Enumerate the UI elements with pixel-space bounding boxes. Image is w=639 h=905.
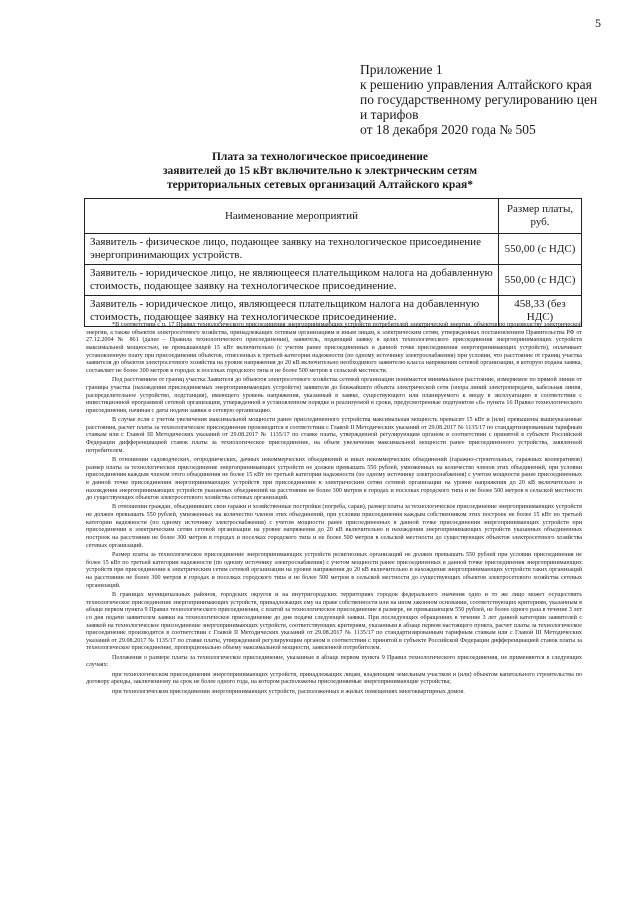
- table-row: [85, 265, 582, 296]
- footnote-paragraph: при технологическом присоединении энергопринимающих устройств, расположенных в жилых помещениях многоквартирных домов.: [112, 688, 465, 695]
- footnote-paragraph: Положения о размере платы за технологическое присоединение, указанные в абзаце первом пункта 9 Правил технологического присоединения, не применяются в следующих случаях:: [86, 654, 582, 669]
- appendix-line: по государственному регулированию цен: [360, 92, 598, 107]
- footnote-paragraph: Размер платы за технологическое присоединение энергопринимающих устройств религиозных организаций не должен превышать 550 рублей при условии присоединения не более 15 кВт по третьей категории надежности (по одному источнику электроснабжения) с учетом мощности ранее присоединенных в данной точке присоединения энергопринимающих устройств при присоединении к электрическим сетям сетевой организации на уровне напряжения до 20 кВ включительно и нахождения энергопринимающих устройств таких организаций на расстоянии не более 300 метров в городах и поселках городского типа и не более 500 метров в сельской местности до существующих объектов электросетевого хозяйства сетевых организаций.: [86, 552, 582, 589]
- appendix-line: от 18 декабря 2020 года № 505: [360, 122, 536, 137]
- page-number: 5: [595, 16, 601, 30]
- row-price: 550,00 (с НДС): [499, 265, 582, 296]
- footnote-paragraph: В отношении садоводческих, огороднических, дачных некоммерческих объединений и иных некоммерческих объединений (гаражно-строительных, гаражных кооперативов) размер платы за технологическое присоединение энергопринимающих устройств не должен превышать 550 рублей, умноженных на количество членов этих объединений, при условии присоединения каждым членом этого объединения не более 15 кВт по третьей категории надежности (по одному источнику электроснабжения) с учетом мощности ранее присоединенных в данной точке присоединения энергопринимающих устройств при присоединении к электрическим сетям сетевой организации на уровне напряжения до 20 кВ включительно и нахождения энергопринимающих устройств указанных объединений на расстоянии не более 300 метров в городах и поселках городского типа и не более 500 метров в сельской местности до существующих объектов электросетевого хозяйства сетевых организаций.: [86, 456, 582, 502]
- footnote-paragraph: при технологическом присоединении энергопринимающих устройств, принадлежащих лицам, владеющим земельным участком и (или) объектом капитального строительства по договору аренды, заключенному на срок не более одного года, на котором расположены присоединяемые энергопринимающие устройства;: [86, 671, 582, 686]
- table-header-row: [85, 199, 582, 234]
- document-title: [140, 150, 500, 192]
- title-line: территориальных сетевых организаций Алтайского края*: [166, 179, 474, 191]
- appendix-line: Приложение 1: [360, 62, 443, 77]
- footnote-paragraph: В отношении граждан, объединивших свои гаражи и хозяйственные постройки (погреба, сараи), размер платы за технологическое присоединение энергопринимающих устройств не должен превышать 550 рублей, умноженных на количество членов этих объединений, при условии присоединения каждым собственником этих построек не более 15 кВт по третьей категории надежности (по одному источнику электроснабжения) с учетом мощности ранее присоединенных в данной точке присоединения энергопринимающих устройств при присоединении к электрическим сетям сетевой организации на уровне напряжения до 20 кВ включительно и нахождения энергопринимающих устройств указанных объединенных построек на расстоянии не более 300 метров в городах и поселках городского типа и не более 500 метров в сельской местности до существующих объектов электросетевого хозяйства сетевых организаций.: [86, 504, 582, 549]
- row-price: 550,00 (с НДС): [499, 234, 582, 265]
- footnote-paragraph: *В соответствии с п. 17 Правил технологического присоединения энергопринимающих устройств потребителей электрической энергии, объектов по производству электрической энергии, а также объектов электросетевого хозяйства, принадлежащих сетевым организациям и иным лицам, к электрическим сетям, утвержденных постановлением Правительства РФ от 27.12.2004 № 861 (далее – Правила технологического присоединения), заявитель, подающий заявку в целях технологического присоединения энергопринимающих устройств максимальной мощностью, не превышающей 15 кВт включительно (с учетом ранее присоединенных в данной точке присоединения энергопринимающих устройств), оплачивает установленную плату при присоединении объектов, отнесенных к третьей категории надежности (по одному источнику электроснабжения) при условии, что расстояние от границ участка заявителя до объектов электросетевого хозяйства на уровне напряжения до 20 кВ включительно необходимого заявителю класса напряжения сетевой организации, в которую подана заявка, составляет не более 300 метров в городах и поселках городского типа и не более 500 метров в сельской местности.: [86, 322, 582, 374]
- footnotes: [86, 322, 582, 698]
- table-row: [85, 234, 582, 265]
- header-size: Размер платы, руб.: [499, 199, 582, 234]
- title-line: Плата за технологическое присоединение: [211, 151, 429, 163]
- row-name: Заявитель - юридическое лицо, не являющееся плательщиком налога на добавленную стоимость, подающее заявку на технологическое присоединение.: [85, 265, 499, 296]
- row-name: Заявитель - юридическое лицо, являющееся плательщиком налога на добавленную стоимость, подающее заявку на технологическое присоединение.: [85, 296, 499, 327]
- fee-table: [84, 198, 582, 327]
- appendix-header: [360, 62, 597, 137]
- footnote-paragraph: В границах муниципальных районов, городских округов и на внутригородских территориях городов федерального значения одно и то же лицо может осуществить технологическое присоединение энергопринимающих устройств, принадлежащих ему на праве собственности или на ином законном основании, соответствующих критериям, указанным в абзаце первом пункта 9 Правил технологического присоединения, с платой за технологическое присоединение в размере, не превышающем 550 рублей, не более одного раза в течение 3 лет со дня подачи заявителем заявки на технологическое присоединение до дня подачи следующей заявки. При последующих обращениях в течение 3 лет данной категории заявителей с заявкой на технологическое присоединение энергопринимающих устройств, соответствующих критериям, указанным в абзаце первом настоящего пункта, расчет платы за технологическое присоединение производится в соответствии с Главой II Методических указаний от 29.08.2017 № 1135/17 по стандартизированным тарифным ставкам или с Главой III Методических указаний от 29.08.2017 № 1135/17 по ставке платы, утвержденной регулирующим органом в соответствии с принятой в субъекте Российской Федерации дифференциацией ставок платы за технологическое присоединение, пропорционально объему максимальной мощности, заявленной потребителем.: [86, 591, 582, 652]
- title-line: заявителей до 15 кВт включительно к электрическим сетям: [162, 165, 478, 177]
- appendix-line: и тарифов: [360, 107, 419, 122]
- row-name: Заявитель - физическое лицо, подающее заявку на технологическое присоединение энергопринимающих устройств.: [85, 234, 499, 265]
- header-name: Наименование мероприятий: [85, 199, 499, 234]
- footnote-paragraph: В случае если с учетом увеличения максимальной мощности ранее присоединенного устройства максимальная мощность превысит 15 кВт и (или) превышены вышеуказанные расстояния, расчет платы за технологическое присоединение производится в соответствии с Главой II Методических указаний от 29.08.2017 № 1135/17 по стандартизированным тарифным ставкам или с Главой III Методических указаний от 29.08.2017 № 1135/17 по ставке платы, утвержденной регулирующим органом в соответствии с принятой в субъекте Российской Федерации дифференциацией ставок платы за технологическое присоединение, на объем увеличения максимальной мощности ранее присоединенного устройства, заявленной потребителем.: [86, 417, 582, 454]
- footnote-paragraph: Под расстоянием от границ участка Заявителя до объектов электросетевого хозяйства сетевой организации понимается минимальное расстояние, измеряемое по прямой линии от границы участка (нахождения присоединяемых энергопринимающих устройств) заявителя до ближайшего объекта электрической сети (опора линий электропередачи, кабельная линия, распределительное устройство, подстанция), имеющего уровень напряжения, указанный в заявке, существующего или планируемого к вводу в эксплуатацию в соответствии с инвестиционной программой сетевой организации, утвержденной в установленном порядке и реализуемой в сроки, предусмотренные подпунктом «б» пункта 16 Правил технологического присоединения, начиная с даты подачи заявки в сетевую организацию.: [86, 377, 582, 414]
- appendix-line: к решению управления Алтайского края: [360, 77, 592, 92]
- row-price: 458,33 (без НДС): [499, 296, 582, 327]
